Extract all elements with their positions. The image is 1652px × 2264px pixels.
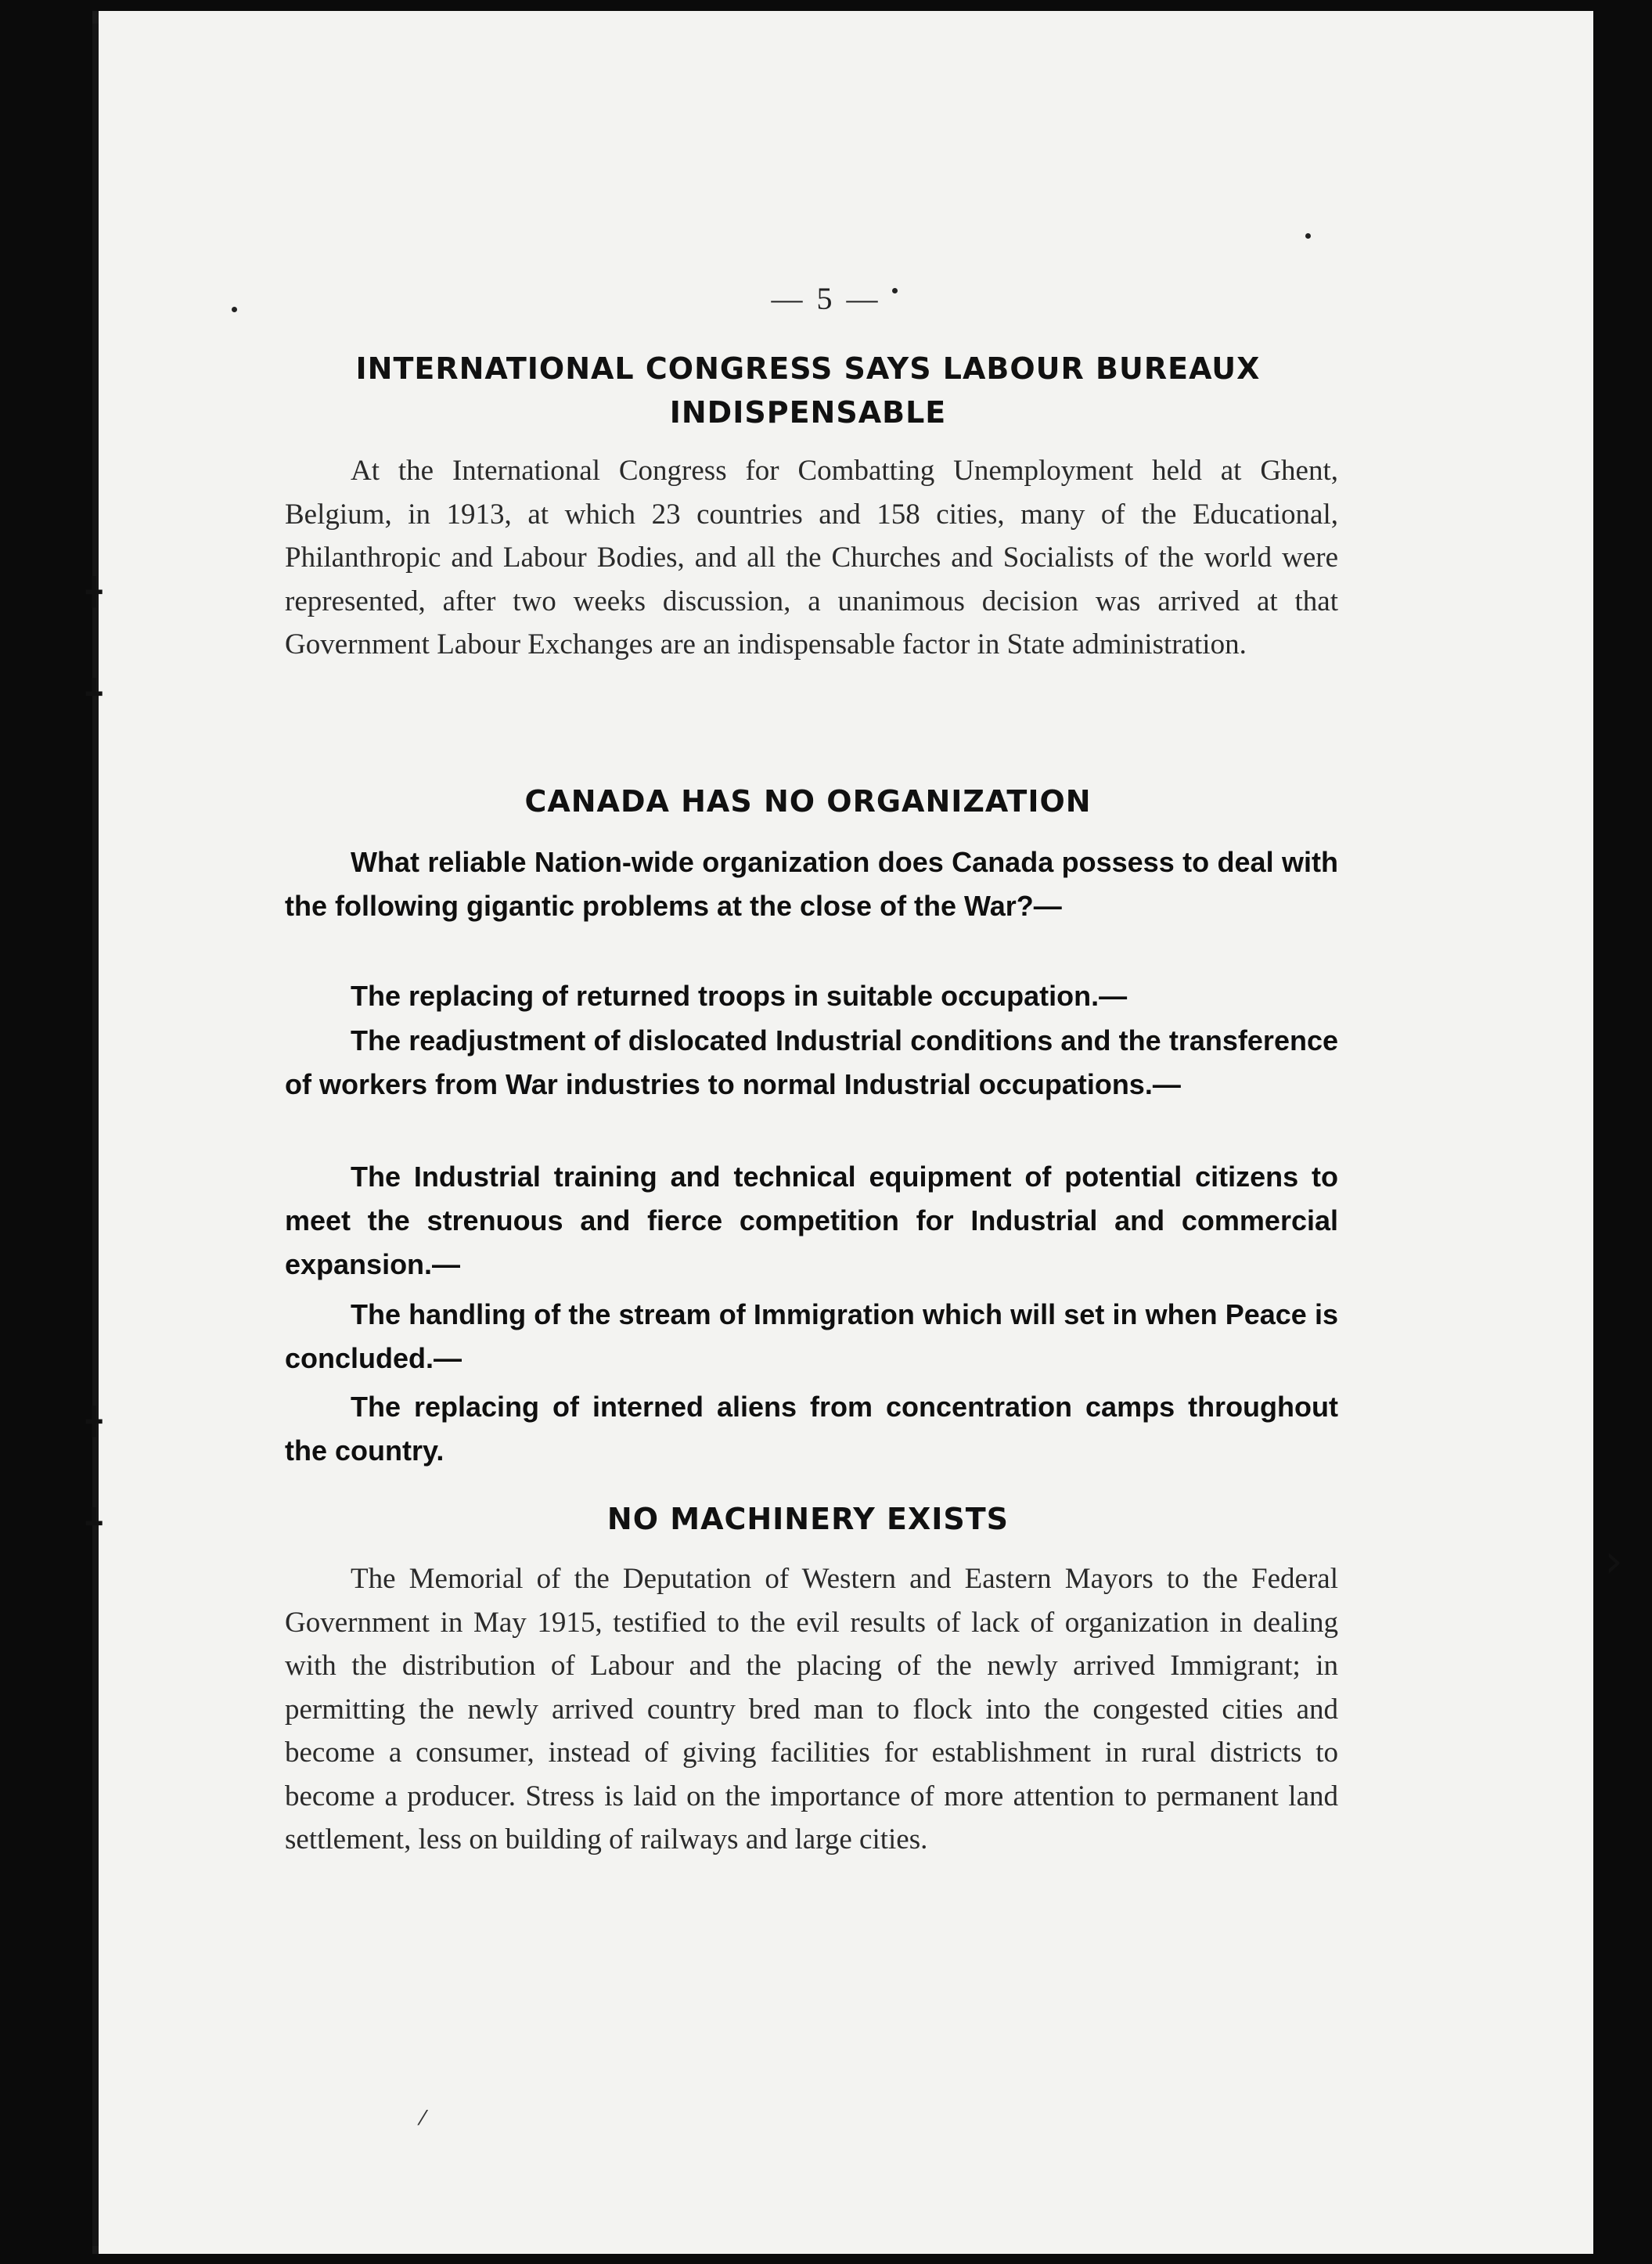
paragraph-memorial: The Memorial of the Deputation of Western and Eastern Mayors to the Federal Government in May 1915, testified to the evil results of lack of organization in dealing with the distribution of Labour and the placing of the newly arrived Immigrant; in permitting the newly arrived country bred man to flock into the congested cities and become a consumer, instead of giving facilities for establishment in rural districts to become a producer. Stress is laid on the importance of more attention to permanent land settlement, less on building of railways and large cities. (285, 1563, 1338, 1855)
section-heading-canada: CANADA HAS NO ORGANIZATION (524, 784, 1092, 819)
binding-tick-mark: ┻ (86, 1508, 103, 1539)
list-item-returned-troops: The replacing of returned troops in suitable occupation.— (351, 980, 1128, 1012)
section-heading-machinery: NO MACHINERY EXISTS (606, 1502, 1010, 1536)
binding-tick-mark: ╋ (86, 1406, 103, 1438)
paragraph-question: What reliable Nation-wide organization does Canada possess to deal with the following gigantic problems at the close of the War?— (285, 846, 1338, 922)
list-item-interned-aliens: The replacing of interned aliens from concentration camps throughout the country. (285, 1391, 1338, 1467)
paragraph-congress: At the International Congress for Combatting Unemployment held at Ghent, Belgium, in 1913, at which 23 countries and 158 cities, many of the Educational, Philanthropic and Labour Bodies, and all the Churches and Socialists of the world were represented, after two weeks discussion, a unanimous decision was arrived at that Government Labour Exchanges are an indispensable factor in State administration. (285, 455, 1338, 660)
speck (1305, 233, 1311, 239)
binding-tick-mark: ┻ (86, 678, 103, 710)
list-item-readjustment: The readjustment of dislocated Industrial conditions and the transference of workers from War industries to normal Industrial occupations.— (285, 1024, 1338, 1100)
list-item-immigration: The handling of the stream of Immigration which will set in when Peace is concluded.— (285, 1298, 1338, 1374)
section-heading-congress: INTERNATIONAL CONGRESS SAYS LABOUR BUREAUX INDISPENSABLE (355, 351, 1261, 430)
binding-tick-mark: ╋ (86, 577, 103, 608)
binding-edge (92, 23, 99, 2246)
page-number: — 5 — (771, 281, 881, 316)
chevron-right-icon: › (1604, 1534, 1623, 1589)
stray-mark: ⁄ (421, 2107, 425, 2130)
list-item-industrial-training: The Industrial training and technical equipment of potential citizens to meet the strenuous and fierce competition for Industrial and commercial expansion.— (285, 1161, 1338, 1280)
